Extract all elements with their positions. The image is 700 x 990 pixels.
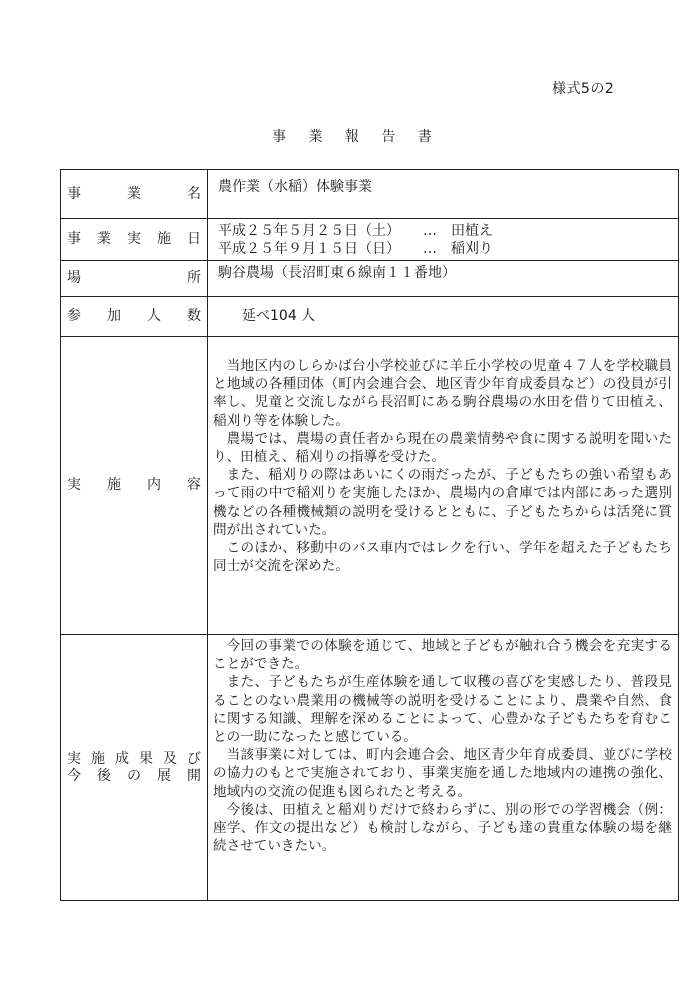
- row-implementation-date: [61, 219, 679, 261]
- label-implementation-date: 事 業 実 施 日: [67, 231, 201, 247]
- value-cell: [208, 219, 679, 261]
- label-cell: [61, 170, 208, 219]
- schedule: [208, 222, 678, 258]
- row-participants: [61, 297, 679, 337]
- paragraph: 今後は、田植えと稲刈りだけで終わらずに、別の形での学習機会（例：座学、作文の提出など）も検討しながら、子ども達の貴重な体験の場を継続させていきたい。: [213, 801, 672, 855]
- label-cell: [61, 219, 208, 261]
- label-results-line1: 実 施 成 果 及 び: [67, 750, 201, 767]
- value-cell: [208, 337, 679, 635]
- row-project-name: [61, 170, 679, 219]
- row-results: [61, 635, 679, 901]
- paragraph: このほか、移動中のバス車内ではレクを行い、学年を超えた子どもたち同士が交流を深めた。: [213, 540, 672, 575]
- schedule-item: [218, 222, 670, 240]
- label-cell: [61, 635, 208, 901]
- results-text: [208, 635, 678, 855]
- paragraph: 当該事業に対しては、町内会連合会、地区青少年育成委員、並びに学校の協力のもとで実施されており、事業実施を通した地域内の連携の強化、地域内の交流の促進も図られたと考える。: [213, 747, 672, 800]
- schedule-event: 田植え: [451, 222, 493, 239]
- schedule-date: 平成２５年５月２５日（土）: [218, 222, 400, 239]
- schedule-item: [218, 240, 670, 258]
- schedule-date: 平成２５年９月１５日（日）: [218, 240, 400, 257]
- label-place: 場 所: [67, 270, 201, 286]
- content-text: [208, 337, 678, 575]
- value-cell: [208, 297, 679, 337]
- place-value: 駒谷農場（長沼町東６線南１１番地）: [218, 265, 456, 281]
- label-results-line2: 今 後 の 展 開: [67, 767, 201, 784]
- label-project-name: 事 業 名: [67, 185, 201, 202]
- paragraph: また、子どもたちが生産体験を通して収穫の喜びを実感したり、普段見ることのない農業用の機械等の説明を受けることにより、農業や自然、食に関する知識、理解を深めることによって、心豊かな子どもたちを育むことの一助になったと感じている。: [213, 674, 672, 746]
- document-title: 事 業 報 告 書: [272, 129, 441, 145]
- row-content: [61, 337, 679, 635]
- value-cell: [208, 635, 679, 901]
- report-table: [60, 169, 679, 901]
- participants-value: 延べ104 人: [242, 308, 316, 324]
- label-results: [61, 751, 207, 785]
- schedule-ellipsis: …: [423, 222, 437, 239]
- value-cell: [208, 261, 679, 297]
- paragraph: また、稲刈りの際はあいにくの雨だったが、子どもたちの強い希望もあって雨の中で稲刈りを実施したほか、農場内の倉庫では内部にあった選別機などの各種機械類の説明を受けるとともに、子どもたちからは活発に質問が出されていた。: [213, 467, 672, 538]
- paragraph: 当地区内のしらかば台小学校並びに羊丘小学校の児童４７人を学校職員と地域の各種団体（町内会連合会、地区青少年育成委員など）の役員が引率し、児童と交流しながら長沼町にある駒谷農場の水田を借りて田植え、稲刈り等を体験した。: [213, 358, 672, 429]
- schedule-ellipsis: …: [423, 240, 437, 257]
- value-cell: [208, 170, 679, 219]
- schedule-event: 稲刈り: [451, 240, 493, 257]
- paragraph: 今回の事業での体験を通じて、地域と子どもが触れ合う機会を充実することができた。: [213, 638, 672, 673]
- form-code: 様式5の2: [552, 81, 615, 97]
- label-cell: [61, 297, 208, 337]
- project-name-value: 農作業（水稲）体験事業: [218, 178, 372, 195]
- paragraph: 農場では、農場の責任者から現在の農業情勢や食に関する説明を聞いたり、田植え、稲刈りの指導を受けた。: [213, 430, 672, 466]
- label-cell: [61, 261, 208, 297]
- label-content: 実 施 内 容: [67, 477, 201, 493]
- label-participants: 参 加 人 数: [67, 308, 201, 324]
- row-place: [61, 261, 679, 297]
- label-cell: [61, 337, 208, 635]
